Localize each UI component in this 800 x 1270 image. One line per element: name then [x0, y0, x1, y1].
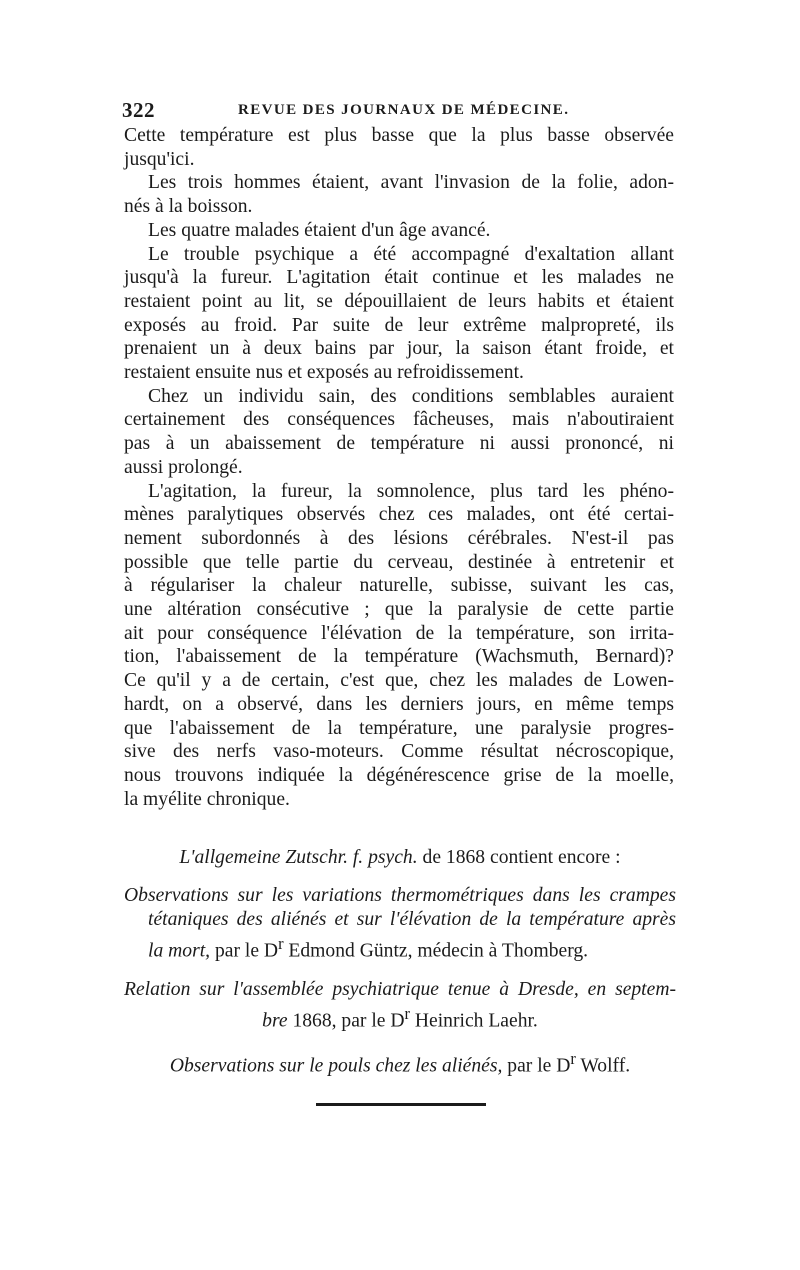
- text-line: nés à la boisson.: [124, 196, 253, 218]
- publication-title-line: Observations sur les variations thermométriques dans les crampes: [124, 885, 676, 906]
- text-line: possible que telle partie du cerveau, destinée à entretenir et: [124, 551, 674, 573]
- text-line: Cette température est plus basse que la plus basse observée: [124, 125, 674, 146]
- text-line: restaient ensuite nus et exposés au refroidissement.: [124, 362, 524, 384]
- publication-author-line: bre 1868, par le $D^r$ Heinrich Laehr.: [262, 1003, 538, 1032]
- text-line: aussi prolongé.: [124, 456, 243, 478]
- publication-title-line: Observations sur le pouls chez les aliénés, par le $D^r$ Wolff.: [169, 1049, 631, 1077]
- text-line: à régulariser la chaleur naturelle, subisse, suivant les cas,: [124, 575, 674, 597]
- journal-title: L'allgemeine Zutschr. f. psych.: [179, 847, 418, 868]
- text-line: la myélite chronique.: [124, 788, 290, 810]
- text-line: hardt, on a observé, dans les derniers jours, en même temps: [124, 693, 674, 715]
- text-line: prenaient un à deux bains par jour, la saison étant froide, et: [124, 338, 674, 360]
- end-rule: [316, 1103, 486, 1106]
- text-line: jusqu'ici.: [124, 148, 195, 170]
- publication-title-line: tétaniques des aliénés et sur l'élévation de la température après: [148, 909, 676, 930]
- publication-author-line: la mort, par le $D^r$ Edmond Güntz, médecin à Thomberg.: [148, 934, 589, 962]
- text-line: jusqu'à la fureur. L'agitation était continue et les malades ne: [124, 267, 674, 289]
- text-line: ait pour conséquence l'élévation de la température, son irrita-: [124, 622, 674, 644]
- publication-entry: [124, 1047, 676, 1079]
- text-line: L'agitation, la fureur, la somnolence, plus tard les phéno-: [148, 480, 674, 502]
- text-line: Les quatre malades étaient d'un âge avancé.: [148, 219, 491, 241]
- page-header: [122, 98, 682, 124]
- text-line: Chez un individu sain, des conditions semblables auraient: [148, 385, 674, 407]
- text-line: Les trois hommes étaient, avant l'invasion de la folie, adon-: [148, 172, 674, 194]
- page-number: 322: [122, 98, 155, 122]
- running-head: REVUE DES JOURNAUX DE MÉDECINE.: [238, 102, 570, 118]
- publication-title-line: Relation sur l'assemblée psychiatrique tenue à Dresde, en septem-: [124, 978, 676, 1000]
- text-line: pas à un abaissement de température ni aussi prononcé, ni: [124, 433, 674, 455]
- text-line: que l'abaissement de la température, une paralysie progres-: [124, 717, 674, 739]
- text-line: Le trouble psychique a été accompagné d'exaltation allant: [148, 243, 674, 265]
- journal-intro-rest: de 1868 contient encore :: [417, 847, 621, 868]
- text-line: exposés au froid. Par suite de leur extrême malpropreté, ils: [124, 314, 674, 336]
- body-text: [124, 124, 674, 811]
- text-line: sive des nerfs vaso-moteurs. Comme résultat nécroscopique,: [124, 741, 674, 763]
- text-line: tion, l'abaissement de la température (Wachsmuth, Bernard)?: [124, 646, 674, 668]
- publication-entry: [124, 884, 676, 964]
- text-line: restaient point au lit, se dépouillaient de leurs habits et étaient: [124, 290, 674, 312]
- publication-entry: [124, 978, 676, 1034]
- text-line: nous trouvons indiquée la dégénérescence grise de la moelle,: [124, 764, 674, 786]
- text-line: Ce qu'il y a de certain, c'est que, chez les malades de Lowen-: [124, 670, 674, 692]
- publication-list: [124, 846, 676, 1093]
- text-line: une altération consécutive ; que la paralysie de cette partie: [124, 599, 674, 621]
- text-line: certainement des conséquences fâcheuses, mais n'aboutiraient: [124, 409, 674, 431]
- journal-intro: [124, 846, 676, 870]
- text-line: nement subordonnés à des lésions cérébrales. N'est-il pas: [124, 527, 674, 549]
- text-line: mènes paralytiques observés chez ces malades, ont été certai-: [124, 504, 674, 526]
